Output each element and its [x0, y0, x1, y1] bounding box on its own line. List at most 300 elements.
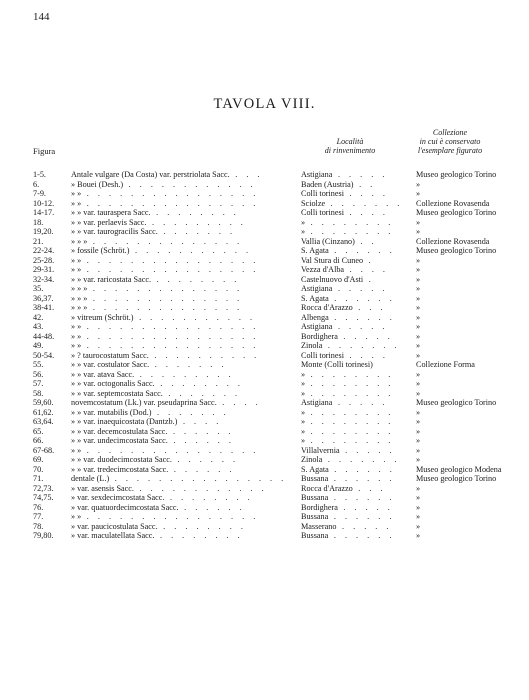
species-text: » » var. octogonalis Sacc. — [71, 379, 155, 388]
locality — [301, 199, 405, 209]
locality-text: » — [301, 388, 306, 398]
locality — [301, 531, 405, 541]
leader-dots: . . . . — [216, 398, 262, 407]
locality-text: Bussana — [301, 474, 329, 483]
header-figura: Figura — [33, 146, 56, 156]
figure-number: 78. — [33, 521, 44, 531]
leader-dots: . . . . . . . . — [305, 369, 394, 379]
leader-dots: . . — [354, 236, 378, 246]
species-name — [71, 303, 300, 313]
species-name — [71, 446, 300, 456]
table-row — [0, 256, 529, 266]
leader-dots: . . . . . . . — [151, 407, 230, 417]
species-text: » » » — [71, 293, 88, 303]
leader-dots: . . . . . . . — [162, 388, 241, 398]
leader-dots: . . . . . . . . . . . . . . . . — [81, 445, 259, 455]
species-text: » » — [71, 341, 82, 350]
collection: » — [416, 341, 421, 350]
locality-text: Bussana — [301, 512, 329, 521]
figure-number: 19,20. — [33, 227, 54, 236]
species-text: » vitreum (Schröt.) — [71, 312, 134, 322]
species-text: » var. asensis Sacc. — [71, 483, 134, 493]
leader-dots: . . . . — [344, 265, 389, 274]
locality — [301, 389, 405, 399]
collection: » — [416, 493, 421, 502]
table-row — [0, 313, 529, 323]
locality — [301, 465, 405, 475]
table-row — [0, 351, 529, 361]
table-row — [0, 474, 529, 484]
table-row — [0, 294, 529, 304]
collection: » — [416, 407, 421, 417]
species-name — [71, 465, 300, 475]
locality — [301, 379, 405, 389]
leader-dots: . . . . . . . . . . — [148, 350, 260, 360]
table-row — [0, 427, 529, 437]
figure-number: 7-9. — [33, 189, 46, 198]
leader-dots: . . . . . . — [328, 293, 396, 303]
species-text: » » » — [71, 284, 88, 293]
leader-dots: . . . . . . . . — [305, 407, 394, 417]
species-text: » » var. taurogracilis Sacc. — [71, 227, 158, 236]
table-row — [0, 493, 529, 503]
leader-dots: . . . . . . . . . . . . . . . . — [109, 474, 287, 483]
species-name — [71, 265, 300, 275]
leader-dots: . . . . . . . . . . . — [129, 246, 252, 255]
species-name — [71, 218, 300, 228]
locality — [301, 180, 405, 190]
species-name — [71, 370, 300, 380]
species-name — [71, 455, 300, 465]
collection: » — [416, 322, 421, 331]
header-localita — [300, 137, 400, 155]
figure-number: 70. — [33, 464, 44, 474]
leader-dots: . . . . . — [337, 502, 394, 512]
header-collezione — [405, 128, 495, 155]
collection: » — [416, 179, 421, 189]
page-title: TAVOLA VIII. — [213, 96, 316, 112]
figure-number: 76. — [33, 502, 44, 512]
table-row — [0, 332, 529, 342]
collection: » — [416, 379, 421, 388]
leader-dots: . . . . . . . . . . . . . . . . — [81, 331, 259, 341]
collection: » — [416, 426, 421, 436]
locality — [301, 436, 405, 446]
species-name — [71, 284, 300, 294]
species-text: » » var. raricostata Sacc. — [71, 274, 152, 284]
locality — [301, 455, 405, 465]
table-row — [0, 303, 529, 313]
locality — [301, 170, 405, 180]
species-name — [71, 408, 300, 418]
leader-dots: . . . . . . . . . . . . . . — [87, 236, 243, 246]
species-name — [71, 189, 300, 199]
figure-number: 21. — [33, 236, 44, 246]
leader-dots: . . . . . . . — [149, 360, 227, 369]
leader-dots: . . . . . . . . — [305, 388, 394, 398]
leader-dots: . . . . . . . . . . . . . . . . — [81, 189, 259, 198]
locality — [301, 474, 405, 484]
figure-number: 71. — [33, 474, 44, 483]
species-text: » » var. mutabilis (Dod.) — [71, 407, 152, 417]
figure-number: 6. — [33, 179, 40, 189]
leader-dots: . . . . — [343, 350, 389, 360]
locality-text: » — [301, 436, 306, 445]
leader-dots: . . . . — [343, 208, 389, 217]
header-localita-line: Località — [336, 137, 364, 146]
figure-number: 69. — [33, 455, 44, 464]
species-text: » var. maculatellata Sacc. — [71, 531, 155, 540]
species-name — [71, 522, 300, 532]
table-row — [0, 379, 529, 389]
species-name — [71, 199, 300, 209]
collection: Museo geologico Modena — [416, 464, 502, 474]
species-text: » » — [71, 322, 82, 331]
species-name — [71, 398, 300, 408]
locality — [301, 332, 405, 342]
leader-dots: . . . . . . . . . . . . . . — [87, 303, 243, 312]
figure-number: 65. — [33, 426, 44, 436]
collection: » — [416, 369, 421, 379]
species-text: » » var. undecimcostata Sacc. — [71, 436, 168, 445]
species-text: » » — [71, 265, 82, 274]
species-name — [71, 389, 300, 399]
header-localita-line: di rinvenimento — [324, 146, 376, 155]
table-row — [0, 265, 529, 275]
collection: » — [416, 255, 421, 265]
leader-dots: . . . . . . . . — [305, 426, 394, 436]
species-text: Antale vulgare (Da Costa) var. perstriolata Sacc. — [71, 170, 230, 179]
species-text: » » — [71, 198, 82, 208]
locality-text: Castelnuovo d'Asti — [301, 274, 364, 284]
collection: » — [416, 483, 421, 493]
species-name — [71, 237, 300, 247]
locality-text: Astigiana — [301, 398, 333, 407]
species-text: » » » — [71, 303, 88, 312]
species-name — [71, 246, 300, 256]
locality-text: Bussana — [301, 531, 329, 540]
species-text: » ? taurocostatum Sacc. — [71, 350, 149, 360]
table-row — [0, 284, 529, 294]
species-name — [71, 170, 300, 180]
figure-number: 29-31. — [33, 265, 55, 274]
leader-dots: . — [363, 274, 375, 284]
locality — [301, 256, 405, 266]
locality-text: Vallia (Cinzano) — [301, 236, 355, 246]
table-row — [0, 246, 529, 256]
table-row — [0, 208, 529, 218]
leader-dots: . . . . . . — [171, 455, 239, 464]
collection: » — [416, 445, 421, 455]
species-name — [71, 531, 300, 541]
species-name — [71, 417, 300, 427]
collection: » — [416, 436, 421, 445]
leader-dots: . . . . . . . . . . . — [133, 312, 256, 322]
figure-number: 77. — [33, 512, 44, 521]
collection: » — [416, 331, 421, 341]
collection: » — [416, 274, 421, 284]
collection: » — [416, 521, 421, 531]
locality — [301, 218, 405, 228]
locality — [301, 275, 405, 285]
species-text: » » var. perlaevis Sacc. — [71, 217, 147, 227]
locality — [301, 246, 405, 256]
leader-dots: . . . — [229, 170, 263, 179]
figure-number: 72,73. — [33, 483, 54, 493]
table-row — [0, 189, 529, 199]
locality — [301, 398, 405, 408]
locality-text: Val Stura di Cuneo — [301, 255, 364, 265]
plate-table — [0, 170, 529, 541]
leader-dots: . . . . . . . . — [157, 521, 247, 531]
species-name — [71, 294, 300, 304]
leader-dots: . . . . . . . . — [154, 379, 244, 388]
species-name — [71, 208, 300, 218]
locality-text: Zinola — [301, 341, 323, 350]
species-text: novemcostatum (Lk.) var. pseudaprina Sacc. — [71, 398, 217, 407]
table-row — [0, 465, 529, 475]
figure-number: 67-68. — [33, 445, 55, 455]
species-name — [71, 227, 300, 237]
collection: » — [416, 293, 421, 303]
locality — [301, 408, 405, 418]
species-text: » » var. septemcostata Sacc. — [71, 388, 163, 398]
header-collezione-line: l'esemplare figurato — [417, 146, 483, 155]
locality-text: S. Agata — [301, 464, 329, 474]
locality — [301, 512, 405, 522]
leader-dots: . . . . . . — [178, 502, 246, 512]
species-text: » » var. decemcostulata Sacc. — [71, 426, 168, 436]
species-text: » » — [71, 189, 82, 198]
leader-dots: . . . . . . . . — [305, 217, 394, 227]
collection: Collezione Rovasenda — [416, 236, 490, 246]
species-text: dentale (L.) — [71, 474, 110, 483]
collection: » — [416, 350, 421, 360]
leader-dots: . . . . . . — [328, 493, 395, 502]
collection: » — [416, 303, 421, 312]
locality — [301, 522, 405, 532]
header-collezione-line: Collezione — [432, 128, 468, 137]
figure-number: 43. — [33, 322, 44, 331]
leader-dots: . . . . . — [332, 398, 388, 407]
collection: Museo geologico Torino — [416, 398, 497, 407]
species-text: » » var. duodecimcostata Sacc. — [71, 455, 172, 464]
table-row — [0, 199, 529, 209]
leader-dots: . . . . . . . . . — [146, 217, 247, 227]
figure-number: 10-12. — [33, 198, 55, 208]
locality — [301, 484, 405, 494]
locality-text: Rocca d'Arazzo — [301, 303, 353, 312]
leader-dots: . . . . . . . . . — [134, 369, 235, 379]
leader-dots: . . . . . . . . — [150, 208, 240, 217]
locality-text: S. Agata — [301, 246, 329, 255]
table-row — [0, 522, 529, 532]
leader-dots: . . . . . . — [328, 474, 395, 483]
table-row — [0, 417, 529, 427]
locality-text: Baden (Austria) — [301, 179, 354, 189]
leader-dots: . . . . . — [332, 284, 388, 293]
leader-dots: . . . . . . . . . . . . . . . . — [81, 265, 259, 274]
species-name — [71, 341, 300, 351]
species-text: » » var. tredecimcostata Sacc. — [71, 464, 169, 474]
locality — [301, 227, 405, 237]
collection: » — [416, 284, 421, 293]
table-row — [0, 237, 529, 247]
table-row — [0, 389, 529, 399]
collection: » — [416, 265, 421, 274]
leader-dots: . . — [353, 179, 376, 189]
locality-text: Bordighera — [301, 331, 338, 341]
locality — [301, 265, 405, 275]
leader-dots: . . . . . . . . — [154, 531, 244, 540]
locality-text: Vezza d'Alba — [301, 265, 345, 274]
leader-dots: . . . . . . . . . . . . . . . . — [81, 322, 259, 331]
leader-dots: . . . . . . — [328, 512, 395, 521]
locality-text: Bussana — [301, 493, 329, 502]
leader-dots: . . . . . . . — [325, 198, 403, 208]
figure-number: 1-5. — [33, 170, 46, 179]
collection: Collezione Rovasenda — [416, 198, 490, 208]
figure-number: 36,37. — [33, 293, 54, 303]
figure-number: 22-24. — [33, 246, 55, 255]
species-name — [71, 474, 300, 484]
figure-number: 61,62. — [33, 407, 54, 417]
leader-dots: . . . . . . . . . . . . . . — [87, 293, 243, 303]
leader-dots: . . . . . — [337, 331, 394, 341]
locality-text: » — [301, 426, 306, 436]
figure-number: 35. — [33, 284, 44, 293]
species-name — [71, 313, 300, 323]
leader-dots: . . . . . . — [167, 436, 235, 445]
leader-dots: . . . . . . . — [322, 341, 401, 350]
leader-dots: . . . . . . . . . . . . . . . . — [81, 512, 259, 521]
species-text: » fossile (Schröt.) — [71, 246, 130, 255]
collection: Museo geologico Torino — [416, 208, 497, 217]
leader-dots: . . . . . . — [168, 464, 235, 474]
collection: » — [416, 455, 421, 464]
leader-dots: . . . . . . — [328, 464, 396, 474]
leader-dots: . . . . . — [336, 521, 392, 531]
figure-number: 79,80. — [33, 531, 54, 540]
species-name — [71, 427, 300, 437]
collection: Museo geologico Torino — [416, 170, 497, 179]
page-number: 144 — [33, 11, 50, 23]
locality-text: Monte (Colli torinesi) — [301, 360, 373, 369]
species-name — [71, 332, 300, 342]
table-row — [0, 531, 529, 541]
figure-number: 32-34. — [33, 274, 55, 284]
locality-text: » — [301, 227, 306, 236]
locality — [301, 360, 405, 370]
table-row — [0, 455, 529, 465]
figure-number: 58. — [33, 388, 44, 398]
leader-dots: . . . . . . . . . . . . . . . . — [81, 198, 259, 208]
leader-dots: . . . . . . . . — [151, 274, 240, 284]
figure-number: 42. — [33, 312, 44, 322]
leader-dots: . . . . . . . . — [305, 436, 394, 445]
locality-text: » — [301, 217, 306, 227]
leader-dots: . . . . . — [339, 445, 396, 455]
collection: » — [416, 502, 421, 512]
table-row — [0, 341, 529, 351]
locality-text: Sciolze — [301, 198, 326, 208]
locality-text: Masserano — [301, 521, 337, 531]
species-name — [71, 512, 300, 522]
table-row — [0, 484, 529, 494]
species-text: » » var. inaequicostata (Dantzb.) — [71, 417, 178, 426]
leader-dots: . . . . . — [332, 170, 388, 179]
locality-text: Rocca d'Arazzo — [301, 483, 353, 493]
leader-dots: . . . . . . — [328, 312, 396, 322]
species-text: » Bouei (Desh.) — [71, 179, 124, 189]
leader-dots: . . . . . . . — [322, 455, 401, 464]
collection: Museo geologico Torino — [416, 246, 497, 255]
leader-dots: . . . . . . . — [157, 227, 236, 236]
figure-number: 38-41. — [33, 303, 55, 312]
locality-text: Colli torinesi — [301, 350, 344, 360]
table-row — [0, 503, 529, 513]
species-text: » » » — [71, 236, 88, 246]
locality-text: Astigiana — [301, 284, 333, 293]
locality — [301, 284, 405, 294]
table-row — [0, 446, 529, 456]
locality — [301, 294, 405, 304]
species-name — [71, 275, 300, 285]
leader-dots: . . . . — [343, 189, 389, 198]
species-name — [71, 436, 300, 446]
collection: » — [416, 417, 421, 426]
leader-dots: . — [363, 255, 375, 265]
figure-number: 50-54. — [33, 350, 55, 360]
species-name — [71, 322, 300, 332]
leader-dots: . . . . . . — [328, 531, 395, 540]
leader-dots: . . . . . . . . . . . . — [123, 179, 257, 189]
species-name — [71, 379, 300, 389]
figure-number: 74,75. — [33, 493, 54, 502]
species-text: » » — [71, 331, 82, 341]
header-collezione-line: in cui è conservato — [419, 137, 481, 146]
figure-number: 56. — [33, 369, 44, 379]
locality-text: Villalvernia — [301, 445, 340, 455]
species-text: » » var. atavа Sacc. — [71, 369, 135, 379]
table-row — [0, 398, 529, 408]
species-text: » » — [71, 445, 82, 455]
leader-dots: . . . . . . — [167, 426, 234, 436]
locality-text: Albenga — [301, 312, 329, 322]
leader-dots: . . . . — [177, 417, 222, 426]
table-row — [0, 512, 529, 522]
locality-text: » — [301, 417, 306, 426]
leader-dots: . . . . . . . . — [305, 227, 394, 236]
leader-dots: . . . . . . . . . . . . . . . . — [81, 341, 259, 350]
species-text: » » var. tauraspera Sacc. — [71, 208, 151, 217]
locality-text: Astigiana — [301, 170, 333, 179]
leader-dots: . . . — [352, 483, 386, 493]
figure-number: 18. — [33, 217, 44, 227]
locality-text: Colli torinesi — [301, 189, 344, 198]
locality — [301, 341, 405, 351]
table-row — [0, 170, 529, 180]
species-name — [71, 503, 300, 513]
leader-dots: . . . . . . . . . . . . . . — [87, 284, 243, 293]
locality — [301, 237, 405, 247]
species-name — [71, 351, 300, 361]
locality — [301, 303, 405, 313]
locality — [301, 322, 405, 332]
locality-text: » — [301, 379, 306, 388]
species-text: » var. paucicostulata Sacc. — [71, 521, 158, 531]
locality — [301, 493, 405, 503]
